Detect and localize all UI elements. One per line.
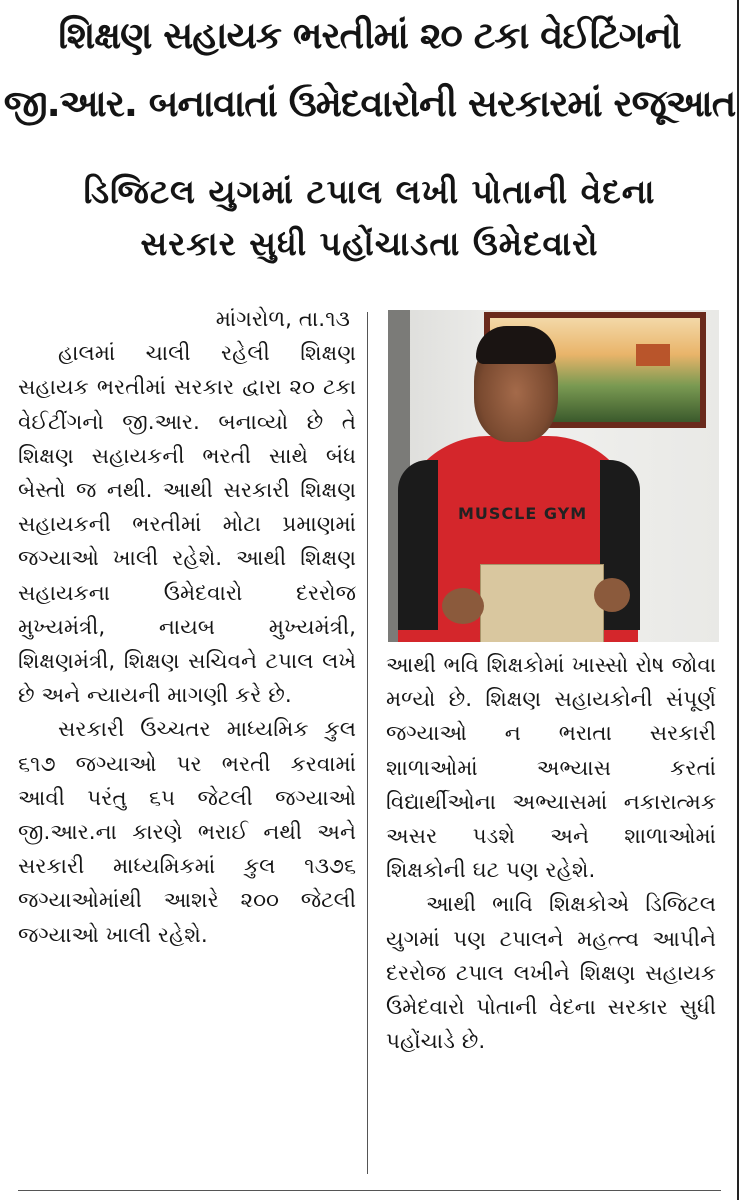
subheadline-line-2: સરકાર સુધી પહોંચાડતા ઉમેદવારો [140,224,599,263]
photo-letter [480,564,604,642]
photo-hand-right [594,578,630,612]
photo-sleeve-left [398,460,438,630]
column-divider [367,312,368,1174]
article-paragraph-1: હાલમાં ચાલી રહેલી શિક્ષણ સહાયક ભરતીમાં સરકાર દ્વારા ૨૦ ટકા વેઈટીંગનો જી.આર. બનાવ્યો છે તે શિક્ષણ સહાયકની ભરતી સાથે બંધ બેસ્તો જ નથી. આથી સરકારી શિક્ષણ સહાયકની ભરતીમાં મોટા પ્રમાણમાં જગ્યાઓ ખાલી રહેશે. આથી શિક્ષણ સહાયકના ઉમેદવારો દરરોજ મુખ્યમંત્રી, નાયબ મુખ્યમંત્રી, શિક્ષણમંત્રી, શિક્ષણ સચિવને ટપાલ લખે છે અને ન્યાયની માગણી કરે છે. [18,341,356,709]
article-paragraph-2: સરકારી ઉચ્ચતર માધ્યમિક કુલ ૬૧૭ જગ્યાઓ પર ભરતી કરવામાં આવી પરંતુ ૬૫ જેટલી જગ્યાઓ જી.આર.ના કારણે ભરાઈ નથી અને સરકારી માધ્યમિકમાં કુલ ૧૩૭૬ જગ્યાઓમાંથી આશરે ૨૦૦ જેટલી જગ્યાઓ ખાલી રહેશે. [18,717,356,948]
headline-line-2: જી.આર. બનાવાતાં ઉમેદવારોની સરકારમાં રજૂઆત [3,82,736,125]
headline-line-1: શિક્ષણ સહાયક ભરતીમાં ૨૦ ટકા વેઈટિંગનો [58,14,681,57]
photo-person-hair [476,326,556,364]
photo-shirt-text: MUSCLE GYM [458,504,588,523]
painting-house [636,344,670,366]
article-paragraph-3: આથી ભવિ શિક્ષકોમાં ખાસ્સો રોષ જોવા મળ્યો છે. શિક્ષણ સહાયકોની સંપૂર્ણ જગ્યાઓ ન ભરાતા સરકારી શાળાઓમાં અભ્યાસ કરતાં વિદ્યાર્થીઓના અભ્યાસમાં નકારાત્મક અસર પડશે અને શાળાઓમાં શિક્ષકોની ઘટ પણ રહેશે. [386,653,716,884]
photo-hand-left [442,588,484,624]
article-photo [388,310,719,642]
article-right-column [386,649,716,1059]
article-left-column [18,303,356,953]
dateline: માંગરોળ, તા.૧૩ [215,307,350,332]
bottom-rule [18,1190,721,1191]
article-paragraph-4: આથી ભાવિ શિક્ષકોએ ડિજિટલ યુગમાં પણ ટપાલને મહત્ત્વ આપીને દરરોજ ટપાલ લખીને શિક્ષણ સહાયક ઉમેદવારો પોતાની વેદના સરકાર સુધી પહોંચાડે છે. [386,892,716,1055]
subheadline-line-1: ડિજિટલ યુગમાં ટપાલ લખી પોતાની વેદના [83,172,656,211]
